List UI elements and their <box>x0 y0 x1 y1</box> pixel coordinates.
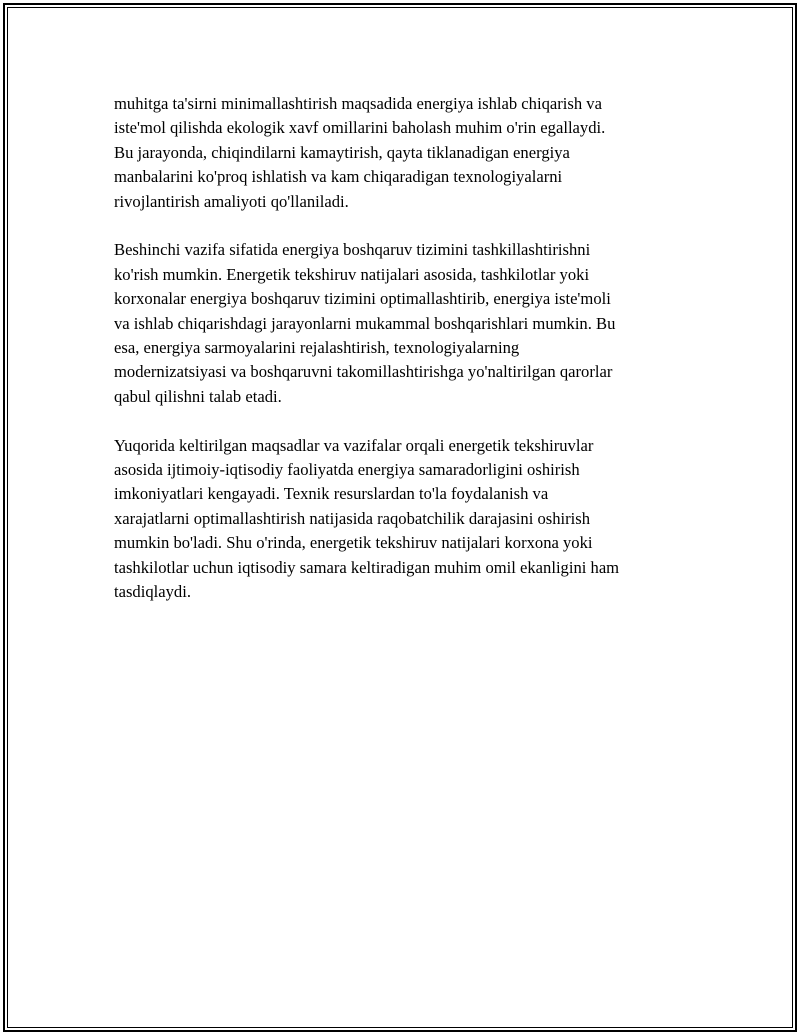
document-body <box>114 92 684 629</box>
paragraph-3: Yuqorida keltirilgan maqsadlar va vazifalar orqali energetik tekshiruvlar asosida ijtimoiy-iqtisodiy faoliyatda energiya samaradorligini oshirish imkoniyatlari kengayadi. Texnik resurslardan to'la foydalanish va xarajatlarni optimallashtirish natijasida raqobatchilik darajasini oshirish mumkin bo'ladi. Shu o'rinda, energetik tekshiruv natijalari korxona yoki tashkilotlar uchun iqtisodiy samara keltiradigan muhim omil ekanligini ham tasdiqlaydi. <box>114 435 620 602</box>
paragraph-2: Beshinchi vazifa sifatida energiya boshqaruv tizimini tashkillashtirishni ko'rish mumkin. Energetik tekshiruv natijalari asosida, tashkilotlar yoki korxonalar energiya boshqaruv tizimini optimallashtirib, energiya iste'moli va ishlab chiqarishdagi jarayonlarni mukammal boshqarishlari mumkin. Bu esa, energiya sarmoyalarini rejalashtirish, texnologiyalarning modernizatsiyasi va boshqaruvni takomillashtirishga yo'naltirilgan qarorlar qabul qilishni talab etadi. <box>114 240 616 406</box>
paragraph-1: muhitga ta'sirni minimallashtirish maqsadida energiya ishlab chiqarish va iste'mol qilishda ekologik xavf omillarini baholash muhim o'rin egallaydi. Bu jarayonda, chiqindilarni kamaytirish, qayta tiklanadigan energiya manbalarini ko'proq ishlatish va kam chiqaradigan texnologiyalarni rivojlantirish amaliyoti qo'llaniladi. <box>114 94 606 211</box>
